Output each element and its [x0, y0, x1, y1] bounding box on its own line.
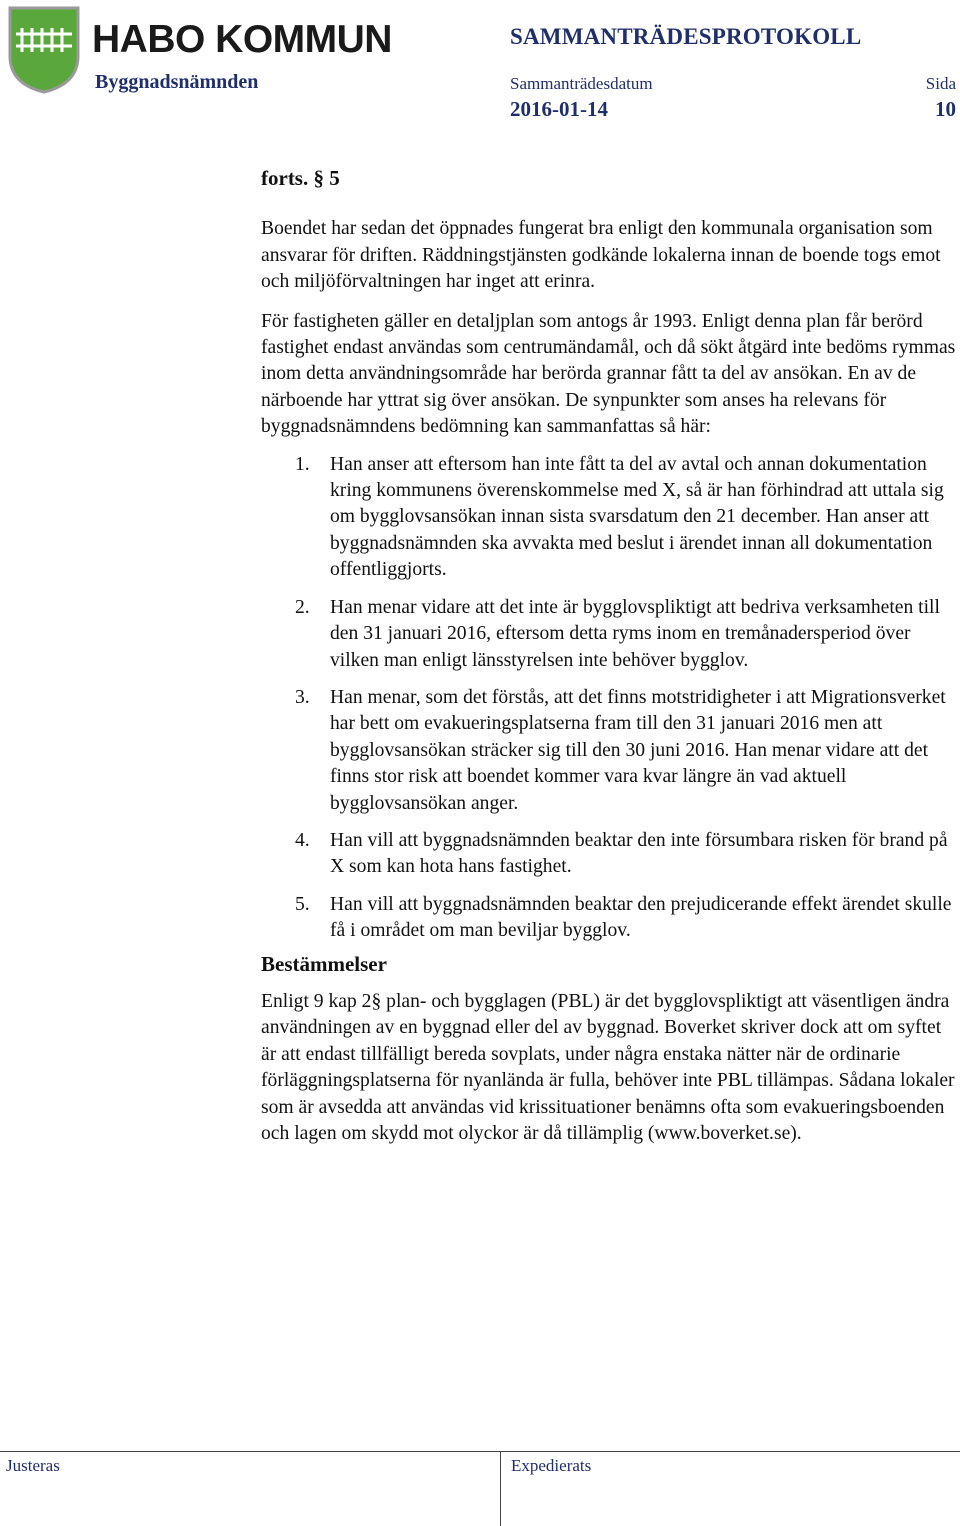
subheading: Bestämmelser	[261, 951, 387, 976]
footer-expedierats-label: Expedierats	[511, 1456, 592, 1475]
list-item-text: Han menar, som det förstås, att det finns motstridigheter i att Migrationsverket har bett om evakueringsplatserna fram till den 31 januari 2016 men att bygglovsansökan sträcker sig till den 30 juni 2016. Han menar vidare att det finns stor risk att boendet kommer vara kvar längre än vad aktuell bygglovsansökan anger.	[330, 686, 946, 814]
page-label: Sida	[925, 74, 956, 93]
paragraph: Boendet har sedan det öppnades fungerat bra enligt den kommunala organisation som ansvarar för driften. Räddningstjänsten godkände lokalerna innan de boende togs emot och miljöförvaltningen har inget att erinra.	[261, 218, 941, 293]
department-name: Byggnadsnämnden	[95, 71, 259, 93]
section-heading: forts. § 5	[261, 166, 340, 190]
page-number: 10	[935, 97, 956, 121]
document-title: SAMMANTRÄDESPROTOKOLL	[510, 24, 862, 49]
list-item	[261, 452, 960, 584]
list-item-text: Han menar vidare att det inte är bygglovspliktigt att bedriva verksamheten till den 31 januari 2016, eftersom detta ryms inom en tremånadersperiod över vilken man enligt länsstyrelsen inte behöver bygglov.	[330, 596, 940, 671]
list-number: 4.	[295, 829, 310, 851]
date-value: 2016-01-14	[510, 97, 608, 121]
paragraph: För fastigheten gäller en detaljplan som antogs år 1993. Enligt denna plan får berörd fastighet endast användas som centrumändamål, och då sökt åtgärd inte bedöms rymmas inom detta användningsområde har berörda grannar fått ta del av ansökan. En av de närboende har yttrat sig över ansökan. De synpunkter som anses ha relevans för byggnadsnämndens bedömning kan sammanfattas så här:	[261, 310, 956, 438]
footer-justeras-label: Justeras	[6, 1456, 60, 1475]
list-item	[261, 595, 960, 674]
list-number: 5.	[295, 893, 310, 915]
coat-of-arms-icon	[6, 4, 86, 94]
list-item	[261, 685, 960, 817]
list-item	[261, 892, 960, 945]
footer-divider	[0, 1451, 960, 1452]
list-item-text: Han vill att byggnadsnämnden beaktar den inte försumbara risken för brand på X som kan hota hans fastighet.	[330, 829, 948, 878]
paragraph: Enligt 9 kap 2§ plan- och bygglagen (PBL) är det bygglovspliktigt att väsentligen ändra användningen av en byggnad eller del av byggnad. Boverket skriver dock att om syftet är att endast tillfälligt bereda sovplats, under några enstaka nätter när de ordinarie förläggningsplatserna för nyanlända är fulla, behöver inte PBL tillämpas. Sådana lokaler som är avsedda att användas vid krissituationer benämns ofta som evakueringsboenden och lagen om skydd mot olyckor är då tillämplig (www.boverket.se).	[261, 990, 955, 1144]
list-number: 3.	[295, 686, 310, 708]
numbered-list	[261, 452, 960, 945]
list-item-text: Han vill att byggnadsnämnden beaktar den prejudicerande effekt ärendet skulle få i området om man beviljar bygglov.	[330, 893, 952, 942]
list-item-text: Han anser att eftersom han inte fått ta del av avtal och annan dokumentation kring kommunens överenskommelse med X, så är han förhindrad att uttala sig om bygglovsansökan innan sista svarsdatum den 21 december. Han anser att byggnadsnämnden ska avvakta med beslut i ärendet innan all dokumentation offentliggjorts.	[330, 453, 944, 581]
logo-text: HABO KOMMUN	[92, 18, 392, 61]
list-number: 1.	[295, 453, 310, 475]
date-label: Sammanträdesdatum	[510, 74, 653, 93]
footer-column-divider	[500, 1451, 501, 1526]
list-number: 2.	[295, 596, 310, 618]
list-item	[261, 828, 960, 881]
document-body	[261, 165, 960, 1147]
